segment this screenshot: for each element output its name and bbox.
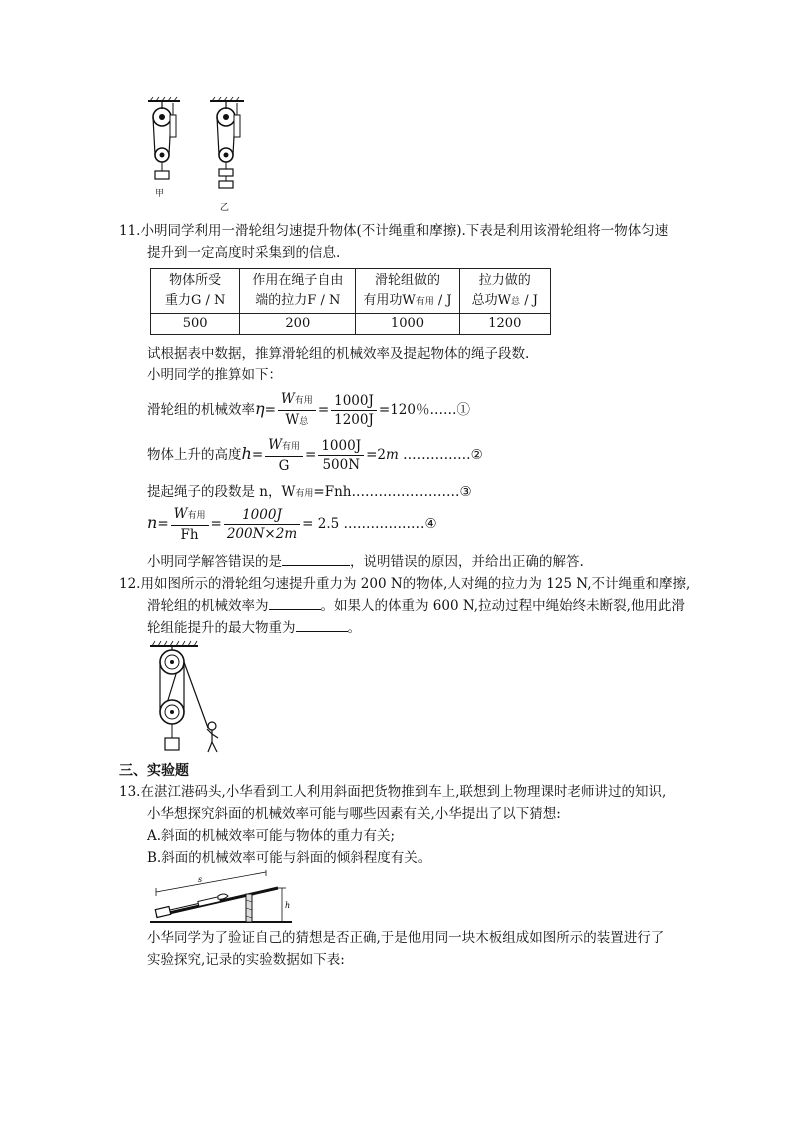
q12-line2: 滑轮组的机械效率为 。如果人的体重为 600 N,拉动过程中绳始终未断裂,他用此滑: [147, 598, 685, 614]
q11-line1: 11.小明同学利用一滑轮组匀速提升物体(不计绳重和摩擦).下表是利用该滑轮组将一物体匀速: [119, 223, 669, 239]
q11-equation-1: 滑轮组的机械效率η= $\frac{\text{W有用}}{\text{W总}}$ = $\frac{1000J}{1200J}$ =120％……①: [147, 391, 470, 428]
inclined-plane-figure: [146, 870, 296, 926]
q11-equation-4: n= $\frac{\text{W有用}}{Fh}$ = $\frac{1000J}{200N\times 2m}$ = 2.5 ………………④: [147, 506, 437, 543]
q12-efficiency-blank[interactable]: [269, 597, 321, 610]
table-header-total-work: 拉力做的 总功W总 / J: [459, 269, 550, 314]
q11-equation-2: 物体上升的高度h= $\frac{\text{W有用}}{G}$ = $\frac{1000J}{500N}$ =2m ……………②: [147, 437, 483, 474]
q12-line3: 轮组能提升的最大物重为 。: [147, 620, 361, 636]
figure-label-s: s: [198, 875, 203, 884]
q11-line4: 小明同学的推算如下：: [147, 367, 282, 383]
q13-line6: 实验探究,记录的实验数据如下表:: [147, 952, 345, 968]
q13-line5: 小华同学为了验证自己的猜想是否正确,于是他用同一块木板组成如图所示的装置进行了: [147, 930, 665, 946]
table-cell-total-work: 1200: [459, 314, 550, 335]
table-cell-pull-force: 200: [240, 314, 356, 335]
q11-answer-blank[interactable]: [282, 553, 350, 566]
q13-line1: 13.在湛江港码头,小华看到工人利用斜面把货物推到车上,联想到上物理课时老师讲过的知识,: [119, 784, 667, 800]
table-cell-useful-work: 1000: [356, 314, 459, 335]
table-header-gravity: 物体所受 重力G / N: [151, 269, 240, 314]
q11-line3: 试根据表中数据，推算滑轮组的机械效率及提起物体的绳子段数.: [147, 346, 530, 362]
figure-label-yi: 乙: [220, 203, 230, 213]
figure-label-jia: 甲: [155, 189, 165, 199]
q11-line5: 小明同学解答错误的是 ，说明错误的原因，并给出正确的解答.: [147, 554, 584, 570]
q13-line3: A.斜面的机械效率可能与物体的重力有关;: [147, 828, 396, 844]
q13-line4: B.斜面的机械效率可能与斜面的倾斜程度有关。: [147, 850, 432, 866]
table-cell-gravity: 500: [151, 314, 240, 335]
table-header-pull-force: 作用在绳子自由 端的拉力F / N: [240, 269, 356, 314]
pulley-person-figure: [148, 640, 228, 755]
q11-line2: 提升到一定高度时采集到的信息.: [147, 245, 341, 261]
q12-max-weight-blank[interactable]: [296, 619, 348, 632]
table-header-useful-work: 滑轮组做的 有用功W有用 / J: [356, 269, 459, 314]
q13-line2: 小华想探究斜面的机械效率可能与哪些因素有关,小华提出了以下猜想:: [147, 806, 561, 822]
section-heading-experiment: 三、实验题: [119, 763, 189, 779]
q11-data-table: [150, 268, 551, 335]
q11-equation-3: 提起绳子的段数是 n，W有用=Fnh……………………③: [147, 484, 472, 500]
figure-label-h: h: [285, 901, 291, 910]
q12-line1: 12.用如图所示的滑轮组匀速提升重力为 200 N的物体,人对绳的拉力为 125 N,不计绳重和摩擦,: [119, 576, 691, 592]
